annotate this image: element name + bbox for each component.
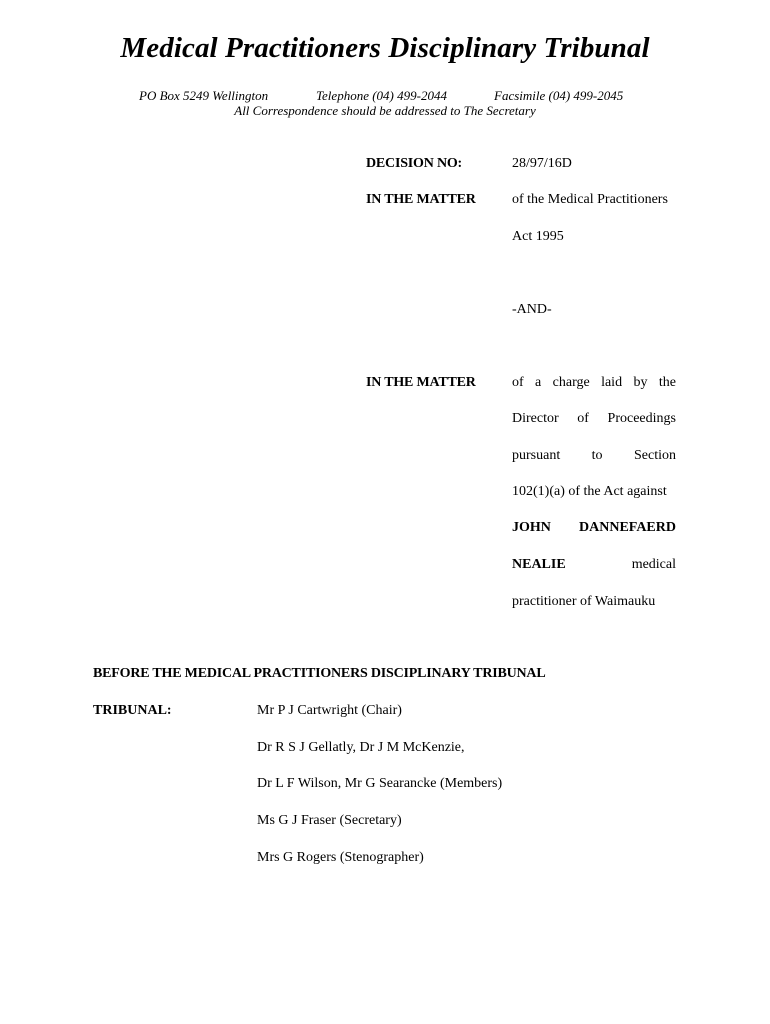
before-tribunal-heading: BEFORE THE MEDICAL PRACTITIONERS DISCIPLINARY TRIBUNAL (93, 666, 546, 681)
word: Proceedings (607, 411, 676, 426)
tribunal-member: Dr L F Wilson, Mr G Searancke (Members) (257, 776, 503, 791)
word: Section (633, 448, 676, 463)
tribunal-member: Ms G J Fraser (Secretary) (257, 813, 402, 828)
word: JOHN (512, 520, 551, 535)
telephone-number: Telephone (04) 499-2044 (316, 88, 447, 103)
decision-number: 28/97/16D (512, 156, 572, 171)
matter-2-line (512, 411, 676, 427)
tribunal-member: Mr P J Cartwright (Chair) (257, 703, 402, 718)
word: charge (552, 375, 590, 390)
matter-2-line (512, 557, 676, 573)
tribunal-member: Dr R S J Gellatly, Dr J M McKenzie, (257, 740, 465, 755)
word: a (535, 375, 542, 390)
matter-2-line (512, 375, 676, 391)
word: laid (601, 375, 623, 390)
word: medical (631, 557, 676, 572)
word: of (577, 411, 589, 426)
po-box-address: PO Box 5249 Wellington (139, 88, 269, 103)
matter-1-line: of the Medical Practitioners (512, 192, 668, 207)
and-separator: -AND- (512, 302, 552, 317)
tribunal-label: TRIBUNAL: (93, 703, 172, 718)
matter-2-line: 102(1)(a) of the Act against (512, 484, 667, 499)
word: to (591, 448, 603, 463)
matter-2-line: practitioner of Waimauku (512, 594, 656, 609)
word: pursuant (512, 448, 561, 463)
matter-2-line (512, 448, 676, 464)
word: by (633, 375, 648, 390)
word: the (658, 375, 676, 390)
matter-1-line: Act 1995 (512, 229, 564, 244)
respondent-name (512, 520, 676, 536)
word: DANNEFAERD (579, 520, 676, 535)
facsimile-number: Facsimile (04) 499-2045 (494, 88, 624, 103)
word: Director (512, 411, 559, 426)
tribunal-member: Mrs G Rogers (Stenographer) (257, 850, 424, 865)
matter-label-1: IN THE MATTER (366, 192, 476, 207)
correspondence-note: All Correspondence should be addressed to The Secretary (234, 103, 536, 118)
respondent-surname: NEALIE (512, 557, 566, 572)
word: of (512, 375, 524, 390)
page-title: Medical Practitioners Disciplinary Tribunal (120, 32, 650, 64)
decision-label: DECISION NO: (366, 156, 463, 171)
matter-label-2: IN THE MATTER (366, 375, 476, 390)
